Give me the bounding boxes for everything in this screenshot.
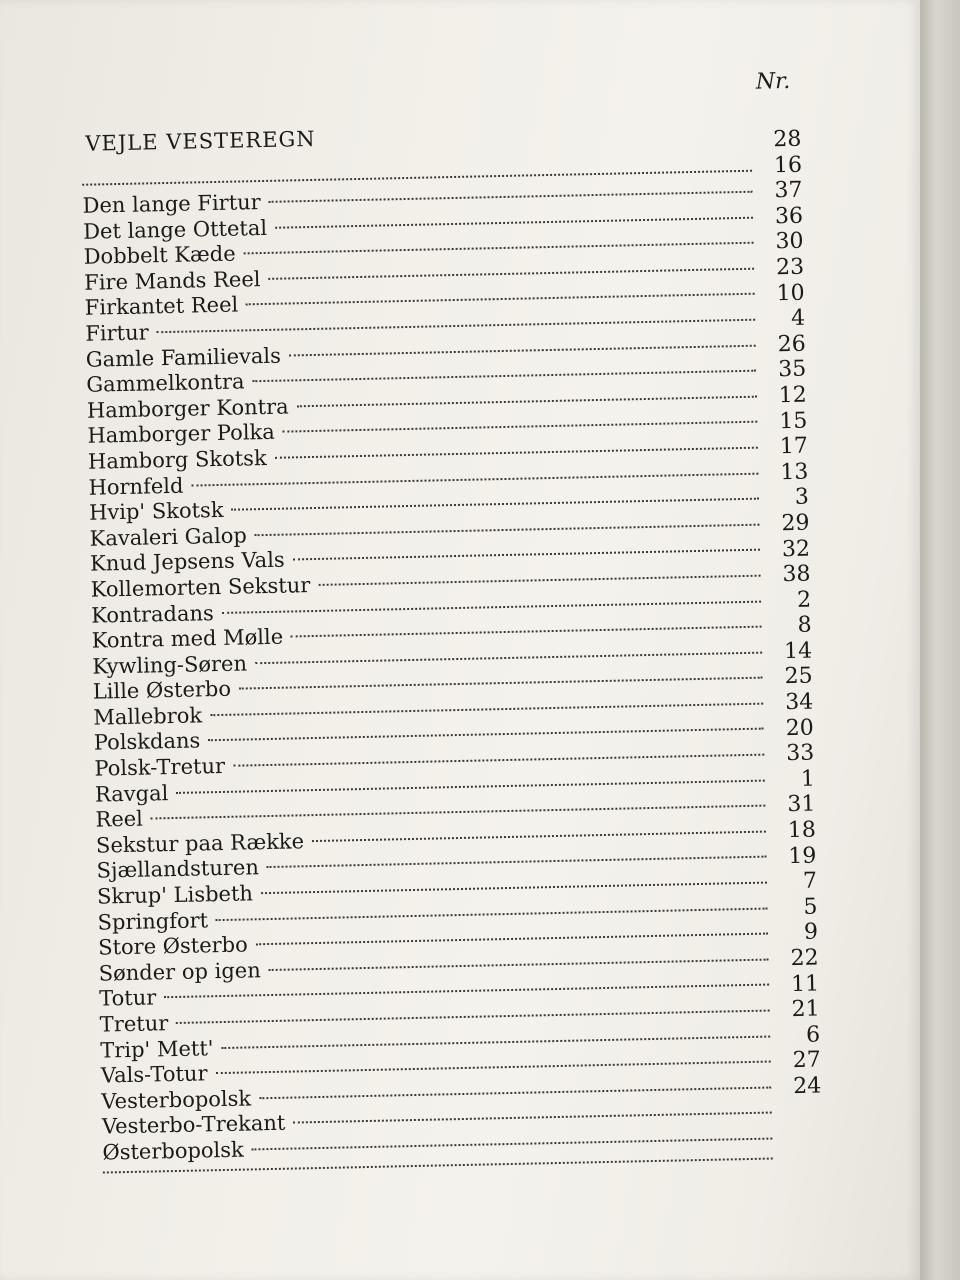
entry-title: Sjællandsturen (96, 855, 260, 884)
entry-list (82, 180, 772, 1166)
entry-title: Sønder op igen (98, 958, 261, 986)
entry-title: Vesterbopolsk (101, 1086, 252, 1114)
entry-title: Hornfeld (88, 473, 184, 500)
entry-number: 29 (781, 510, 810, 537)
dot-leader (259, 1086, 771, 1099)
dot-leader (164, 984, 769, 999)
entry-title: Ravgal (94, 780, 169, 807)
entry-number: 12 (778, 382, 808, 409)
entry-title: Hamborg Skotsk (87, 445, 267, 474)
entry-title: Skrup' Lisbeth (96, 881, 254, 909)
entry-number: 17 (779, 433, 809, 460)
dot-leader (252, 370, 756, 383)
entry-number: 15 (779, 408, 808, 434)
dot-leader (191, 472, 758, 486)
entry-number: 31 (787, 791, 816, 818)
dot-leader (256, 933, 768, 946)
entry-number: 16 (773, 152, 803, 178)
entry-title: Gamle Familievals (85, 343, 282, 372)
entry-number: 22 (790, 945, 819, 972)
entry-title: Kontradans (90, 600, 214, 628)
number-column-header: Nr. (755, 68, 791, 95)
entry-number: 4 (790, 305, 806, 332)
entry-title: Firtur (85, 320, 149, 346)
entry-title: Hvip' Skotsk (88, 498, 224, 525)
page-edge (920, 0, 960, 1280)
dot-leader (267, 856, 767, 868)
entry-number: 23 (775, 254, 805, 281)
entry-title: Kywling-Søren (92, 651, 248, 679)
entry-number: 8 (797, 612, 812, 639)
entry-number: 18 (787, 817, 817, 844)
entry-title: Fire Mands Reel (83, 266, 261, 295)
entry-number: 20 (785, 715, 814, 741)
entry-number: 5 (803, 894, 818, 920)
dot-leader (275, 216, 753, 228)
dot-leader (151, 805, 766, 820)
dot-leader (232, 498, 759, 511)
entry-number: 25 (784, 664, 813, 690)
entry-title: Knud Jepsens Vals (89, 547, 285, 576)
entry-title: Vals-Totur (100, 1061, 208, 1088)
dot-leader (269, 958, 769, 970)
dot-leader (244, 242, 754, 255)
entry-title: Springfort (97, 907, 209, 935)
dot-leader (222, 600, 761, 613)
section-title: VEJLE VESTEREGN (85, 126, 316, 156)
dot-leader (210, 702, 763, 716)
dot-leader (283, 421, 758, 433)
entry-title: Polskdans (93, 728, 201, 756)
entry-number: 2 (796, 587, 812, 613)
entry-title: Reel (95, 806, 144, 832)
dot-leader (312, 830, 766, 842)
entry-number: 30 (775, 229, 804, 255)
entry-number: 14 (783, 638, 813, 665)
dot-leader (291, 626, 762, 638)
entry-title: Den lange Firtur (82, 190, 261, 218)
entry-title: Lille Østerbo (92, 677, 232, 704)
dot-leader (293, 549, 760, 561)
dot-leader (222, 1035, 771, 1048)
dot-leader (255, 523, 760, 536)
entry-number: 11 (790, 971, 820, 997)
entry-title: Dobbelt Kæde (83, 241, 236, 269)
entry-title: Kollemorten Sekstur (90, 572, 311, 602)
dot-leader (268, 267, 754, 279)
dot-leader (275, 447, 758, 459)
dot-leader (255, 651, 762, 664)
entry-title: Mallebrok (93, 703, 203, 730)
entry-number: 36 (774, 203, 804, 230)
dot-leader (293, 1112, 771, 1124)
dot-leader (261, 882, 767, 895)
entry-number: 38 (782, 561, 811, 588)
entry-number: 37 (774, 177, 803, 204)
entry-number: 21 (791, 996, 820, 1023)
entry-number: 13 (780, 459, 809, 485)
dot-leader (216, 907, 767, 921)
entry-title: Kavaleri Galop (89, 523, 248, 551)
dot-leader (289, 344, 756, 356)
entry-number: 1 (800, 766, 816, 792)
entry-number: 6 (805, 1022, 821, 1048)
entry-title: Vesterbo-Trekant (101, 1111, 286, 1139)
entry-title: Det lange Ottetal (82, 215, 268, 244)
entry-title: Hamborger Kontra (86, 394, 289, 423)
entry-title: Polsk-Tretur (94, 753, 226, 781)
dot-leader (176, 779, 765, 793)
dot-leader (233, 754, 764, 767)
dot-leader (176, 1010, 769, 1024)
dot-leader (252, 1137, 773, 1150)
entry-number: 10 (776, 280, 805, 306)
dot-leader (297, 395, 757, 407)
entry-number: 19 (788, 843, 817, 869)
entry-number: 35 (777, 356, 807, 383)
entry-title: Tretur (99, 1011, 169, 1037)
entry-title: Gammelkontra (86, 369, 245, 397)
entry-title: Trip' Mett' (100, 1035, 214, 1063)
entry-title: Hamborger Polka (87, 420, 276, 449)
entry-number: 27 (792, 1047, 821, 1074)
entry-number: 9 (803, 919, 819, 946)
dot-leader (215, 1061, 770, 1075)
entry-number: 28 (773, 126, 802, 153)
dot-leader (246, 293, 754, 306)
entry-title: Firkantet Reel (84, 292, 239, 321)
dot-leader (239, 677, 763, 690)
entry-number: 33 (786, 740, 815, 767)
entry-number: 34 (784, 689, 814, 716)
entry-number: 26 (777, 331, 806, 357)
entry-title: Totur (99, 985, 157, 1011)
dot-leader (269, 191, 753, 203)
entry-title: Østerbopolsk (102, 1137, 244, 1165)
dot-leader (318, 575, 760, 586)
entry-title: Store Østerbo (97, 932, 249, 960)
dot-leader (208, 728, 764, 742)
entry-title: Sekstur paa Række (95, 829, 305, 858)
entry-number: 7 (802, 868, 818, 895)
dot-leader (157, 319, 756, 334)
entry-number: 32 (781, 536, 811, 562)
entry-number: 24 (792, 1073, 822, 1100)
entry-number: 3 (794, 484, 810, 511)
entry-title: Kontra med Mølle (91, 624, 284, 653)
